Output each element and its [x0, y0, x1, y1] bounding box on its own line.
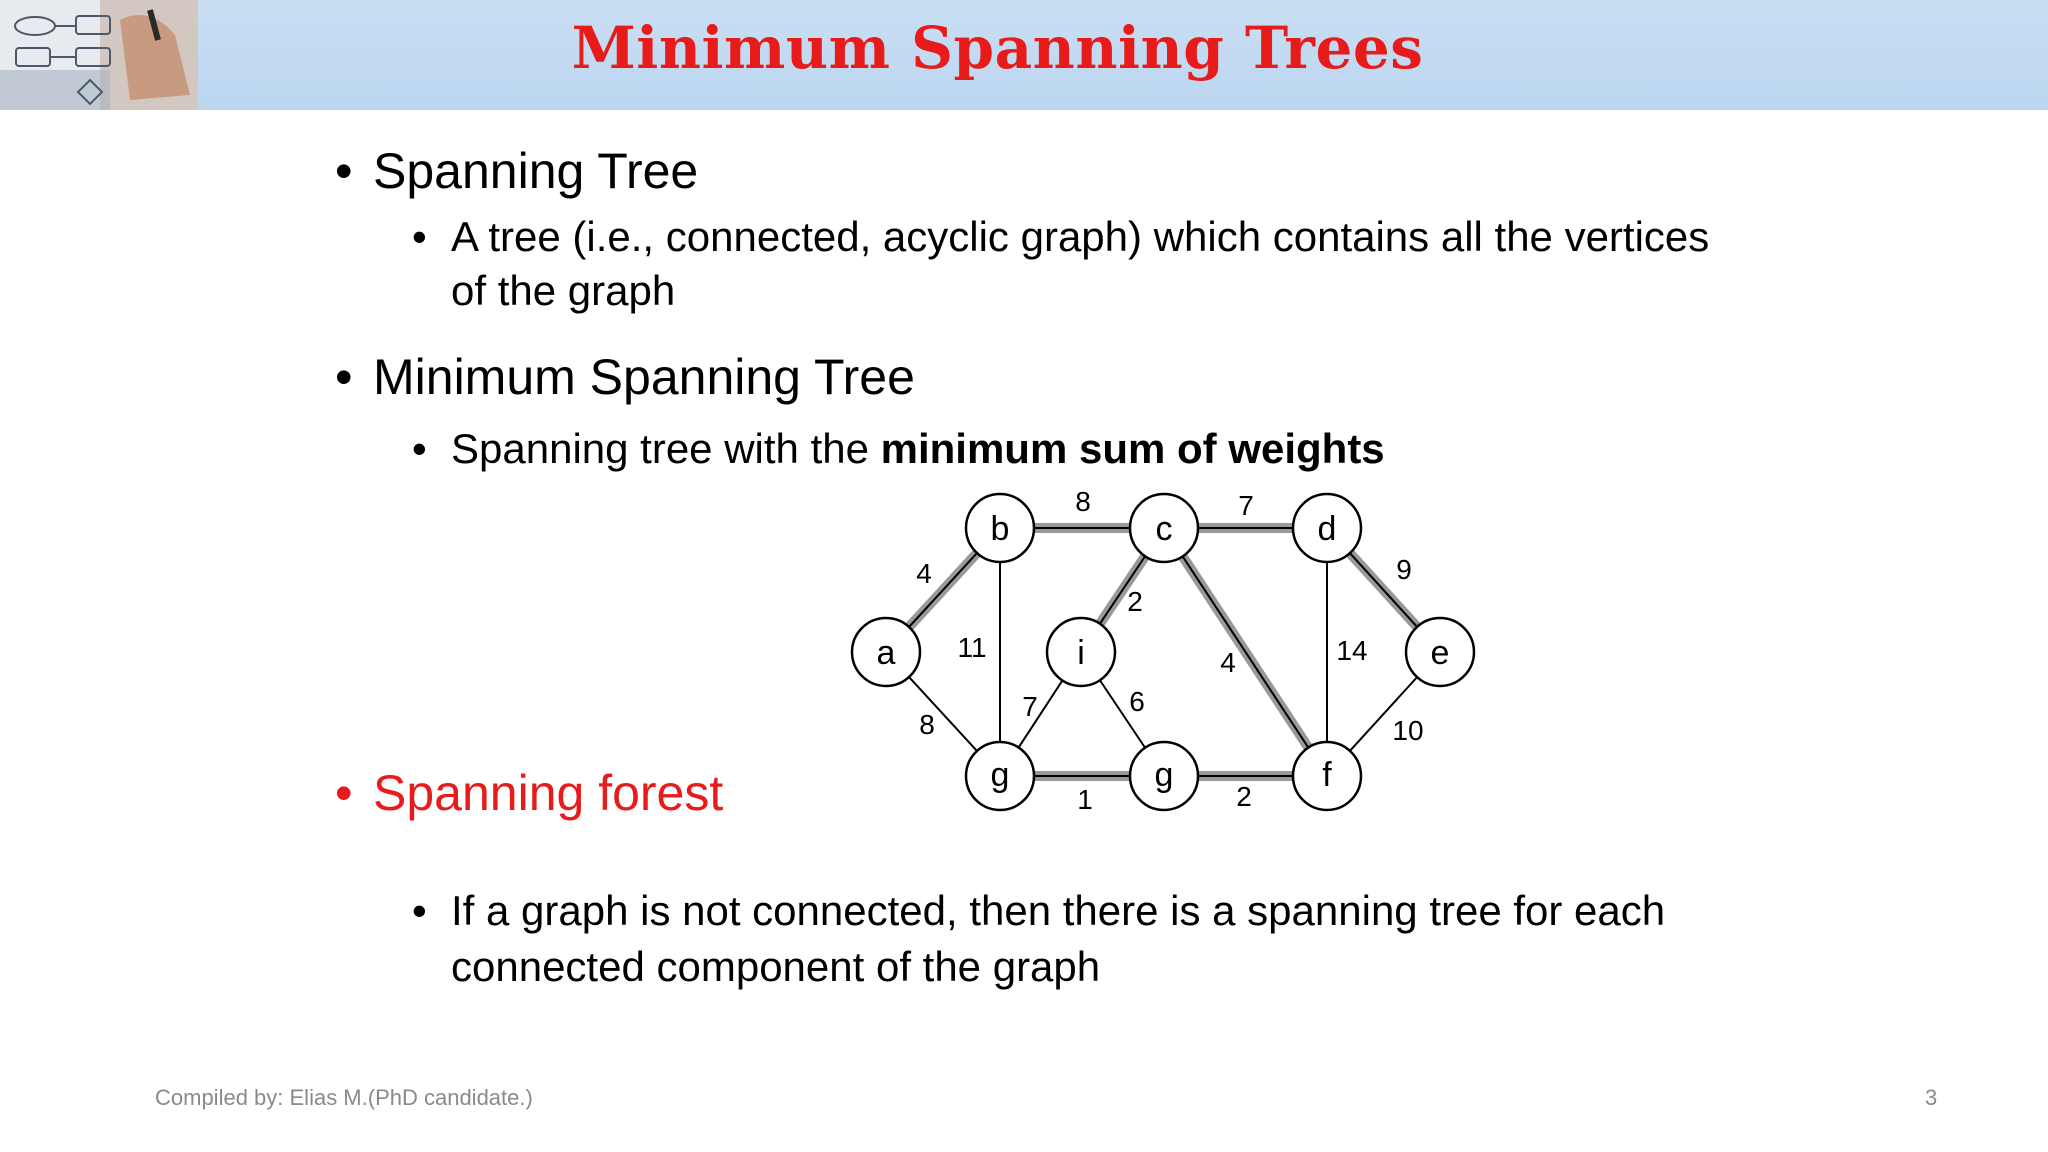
weight-ab: 4: [916, 558, 932, 589]
bullet-text: Spanning forest: [373, 765, 724, 821]
node-label-b: b: [990, 510, 1010, 548]
weight-ig2: 6: [1129, 686, 1145, 717]
bullet-dot: •: [335, 349, 353, 405]
bullet-text-line1: If a graph is not connected, then there is a spanning tree for each: [451, 887, 1666, 934]
bullet-dot: •: [335, 765, 353, 821]
footer-author: Compiled by: Elias M.(PhD candidate.): [155, 1085, 533, 1110]
node-label-f: f: [1322, 756, 1332, 794]
weight-df: 14: [1336, 635, 1368, 666]
bullet-text-line2: connected component of the graph: [451, 943, 1101, 990]
page-number: 3: [1925, 1085, 1938, 1110]
bullet-text-line1: A tree (i.e., connected, acyclic graph) which contains all the vertices: [451, 213, 1710, 260]
edge-cf: [1164, 528, 1327, 776]
bullet-text-prefix: Spanning tree with the: [451, 425, 881, 472]
bullet-text: Minimum Spanning Tree: [373, 349, 915, 405]
bullet-text-line2: of the graph: [451, 267, 676, 314]
weight-ag: 8: [919, 709, 935, 740]
weight-bg: 11: [957, 632, 987, 663]
node-label-e: e: [1430, 634, 1450, 672]
bullet-dot: •: [412, 887, 427, 934]
bullet-text: Spanning Tree: [373, 143, 699, 199]
bullet-dot: •: [412, 425, 427, 472]
weight-cd: 7: [1238, 490, 1254, 521]
bullet-dot: •: [335, 143, 353, 199]
weight-gg: 1: [1077, 784, 1093, 815]
weight-cf: 4: [1220, 647, 1236, 678]
weight-ci: 2: [1127, 586, 1143, 617]
weight-gf: 2: [1236, 781, 1252, 812]
slide-title: Minimum Spanning Trees: [571, 14, 1424, 82]
node-label-g-left: g: [990, 756, 1010, 794]
node-label-a: a: [876, 634, 896, 672]
node-label-i: i: [1077, 634, 1085, 672]
node-label-d: d: [1317, 510, 1337, 548]
weight-de: 9: [1396, 554, 1412, 585]
node-label-g-right: g: [1154, 756, 1174, 794]
bullet-dot: •: [412, 213, 427, 260]
weight-bc: 8: [1075, 486, 1091, 517]
weight-ig1: 7: [1022, 691, 1038, 722]
bullet-text-emphasis: minimum sum of weights: [880, 425, 1385, 472]
weight-ef: 10: [1392, 715, 1424, 746]
node-label-c: c: [1155, 510, 1173, 548]
